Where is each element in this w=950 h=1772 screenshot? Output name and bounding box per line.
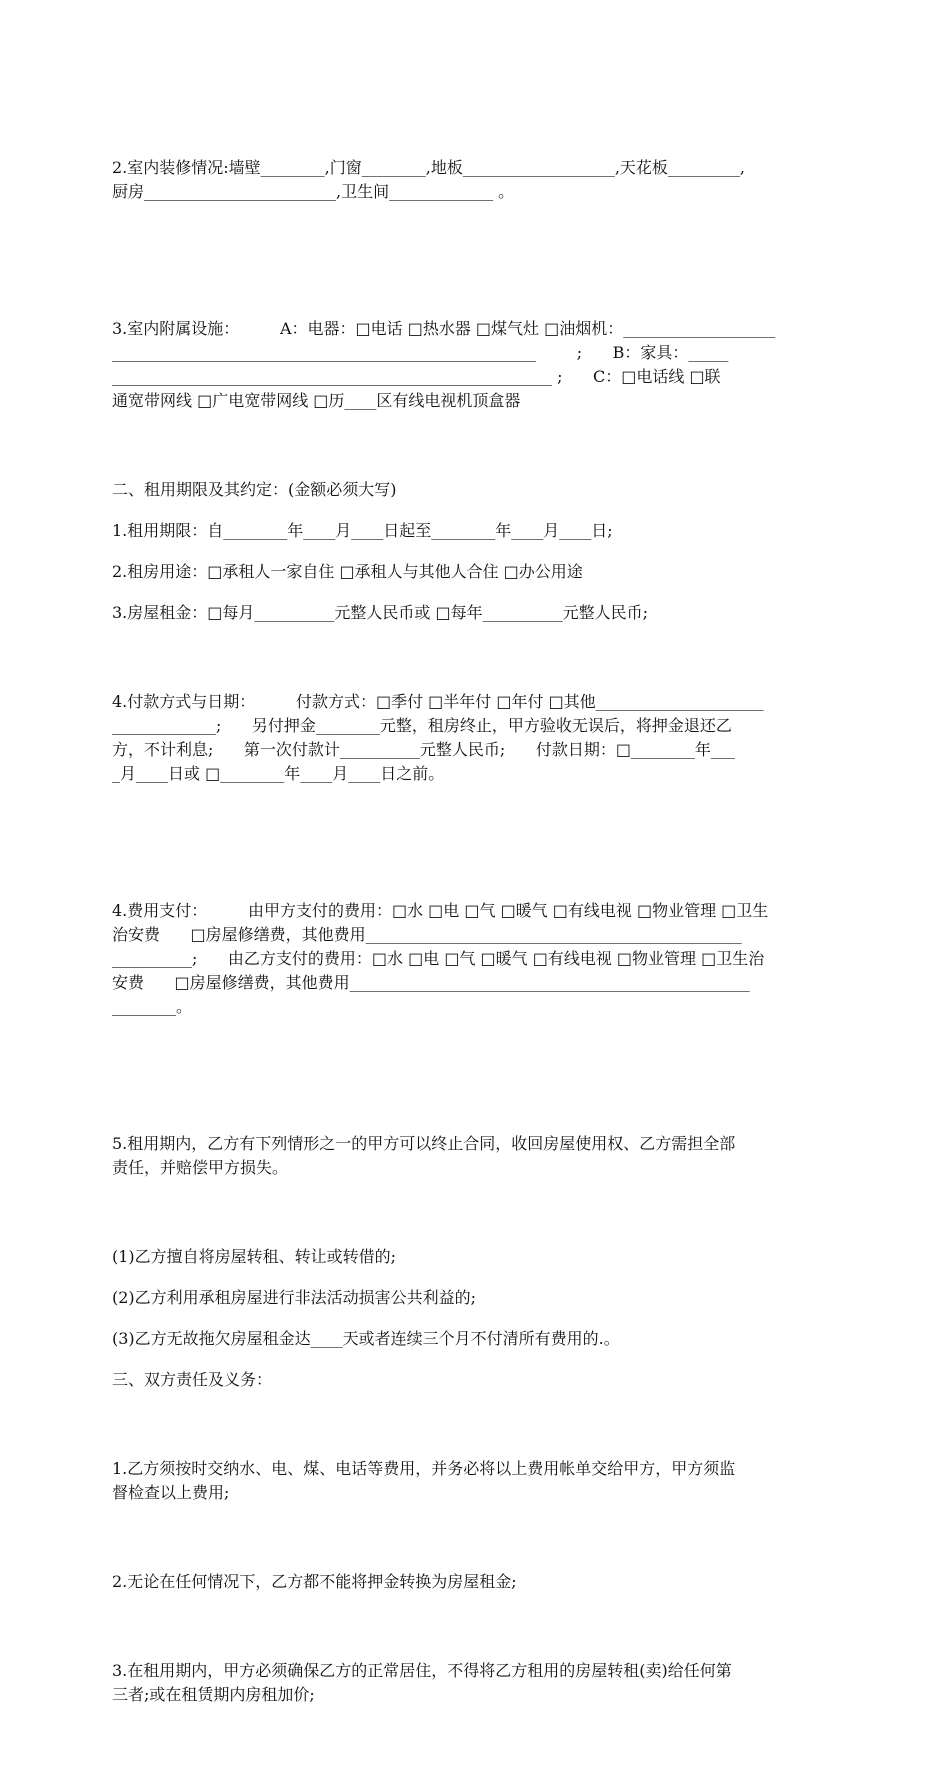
facilities-clause: 3.室内附属设施： A：电器：□电话 □热水器 □煤气灶 □油烟机：___________________ _____________________________________________________ ; B：家具：_____ _______________________________________________________ ; C：□电话线 □联 通宽带网线 □广电宽带网线 □历____区有线电视机顶盒器 — [112, 319, 776, 410]
decoration-clause: 2.室内装修情况:墙壁________,门窗________,地板___________________,天花板_________, 厨房________________________,卫生间_____________ 。 — [112, 158, 746, 201]
duty-clause-3: 3.在租用期内，甲方必须确保乙方的正常居住，不得将乙方租用的房屋转租(卖)给任何第 三者;或在租赁期内房租加价; — [112, 1661, 732, 1704]
lease-term-clause: 1.租用期限：自________年____月____日起至________年____月____日; — [112, 521, 613, 540]
termination-item-3: (3)乙方无故拖欠房屋租金达____天或者连续三个月不付清所有费用的.。 — [112, 1329, 620, 1348]
expenses-clause: 4.费用支付： 由甲方支付的费用：□水 □电 □气 □暖气 □有线电视 □物业管理 □卫生 治安费 □房屋修缮费，其他费用_______________________________________________ __________; 由乙方支付的费用：□水 □电 □气 □暖气 □有线电视 □物业管理 □卫生治 安费 □房屋修缮费，其他费用__________________________________________________ ________。 — [112, 901, 769, 1016]
termination-clause: 5.租用期内，乙方有下列情形之一的甲方可以终止合同，收回房屋使用权、乙方需担全部 责任，并赔偿甲方损失。 — [112, 1134, 736, 1177]
contract-page — [112, 108, 840, 1772]
section-heading-duties: 三、双方责任及义务： — [112, 1370, 273, 1389]
duty-clause-1: 1.乙方须按时交纳水、电、煤、电话等费用，并务必将以上费用帐单交给甲方，甲方须监 督检查以上费用; — [112, 1459, 736, 1502]
termination-item-2: (2)乙方利用承租房屋进行非法活动损害公共利益的; — [112, 1288, 477, 1307]
section-heading-term: 二、租用期限及其约定：(金额必须大写) — [112, 480, 397, 499]
usage-clause: 2.租房用途：□承租人一家自住 □承租人与其他人合住 □办公用途 — [112, 562, 583, 581]
termination-item-1: (1)乙方擅自将房屋转租、转让或转借的; — [112, 1247, 397, 1266]
payment-clause: 4.付款方式与日期： 付款方式：□季付 □半年付 □年付 □其他_____________________ _____________; 另付押金________元整，租房终止，甲方验收无误后，将押金退还乙 方，不计利息; 第一次付款计__________元整人民币; 付款日期：□________年___ _月____日或 □________年____月____日之前。 — [112, 692, 764, 783]
duty-clause-2: 2.无论在任何情况下，乙方都不能将押金转换为房屋租金; — [112, 1572, 517, 1591]
rent-clause: 3.房屋租金：□每月__________元整人民币或 □每年__________元整人民币; — [112, 603, 648, 622]
